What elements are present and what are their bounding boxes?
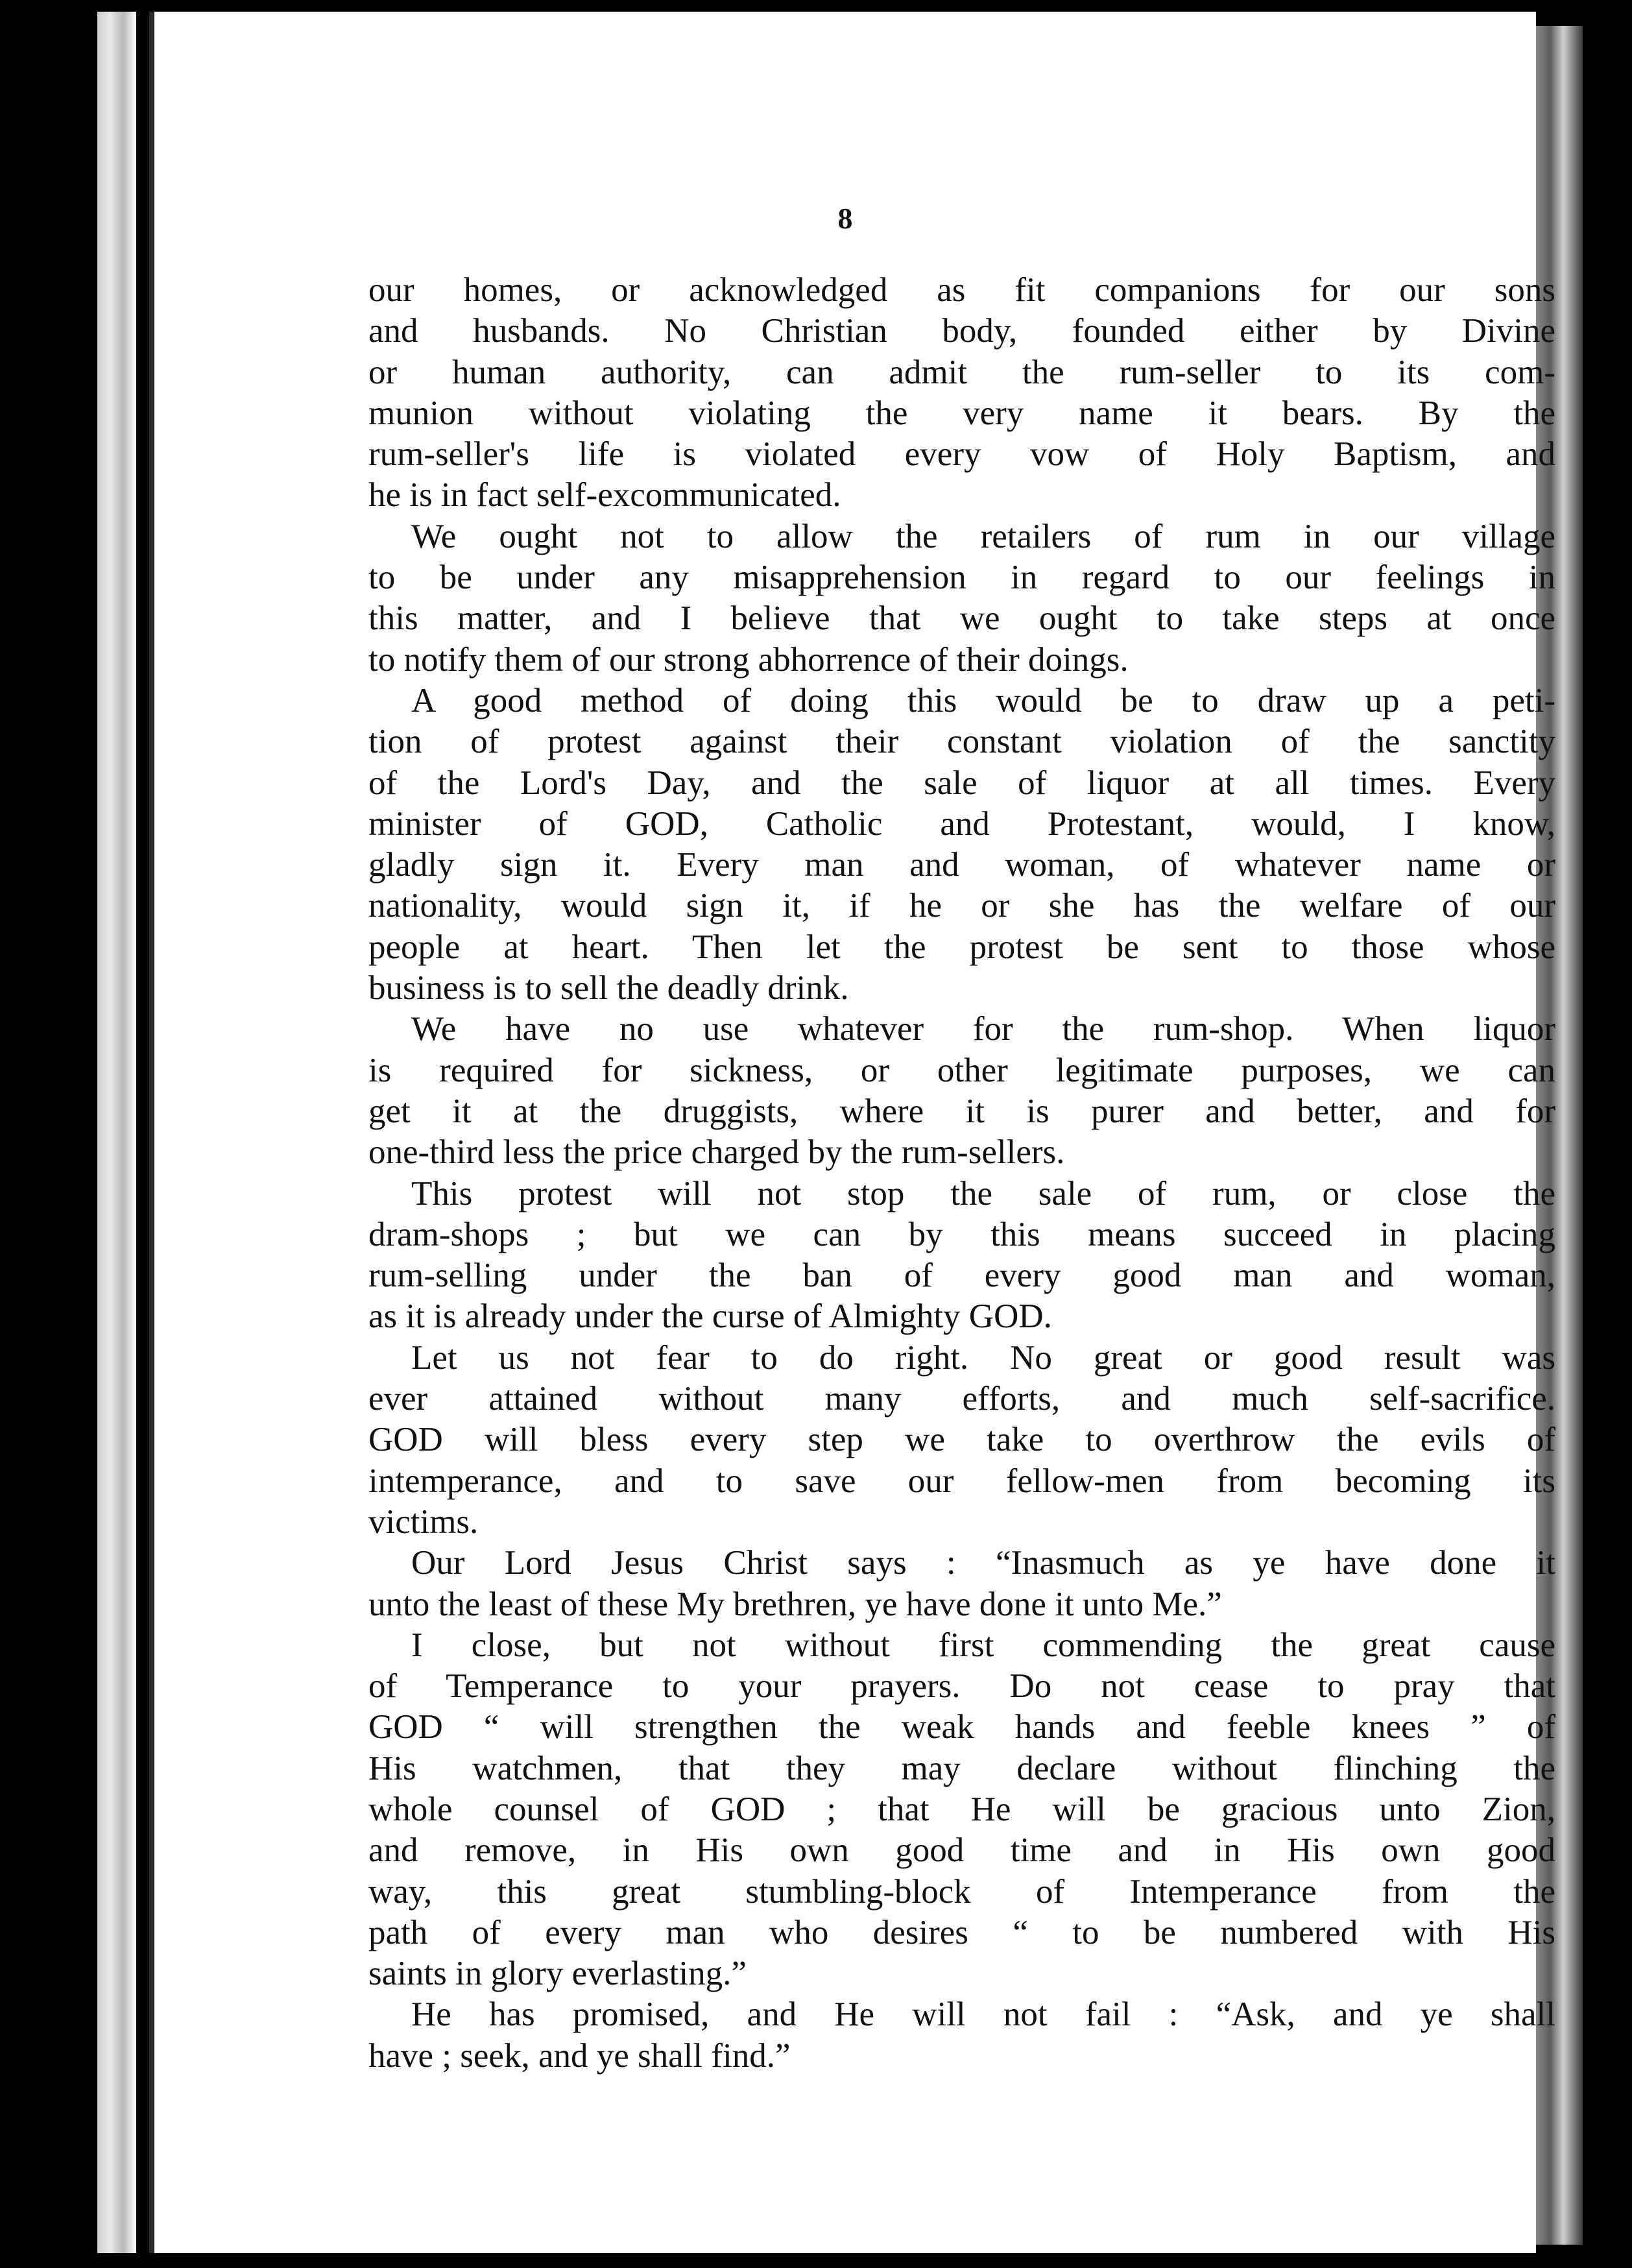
text-line: Our Lord Jesus Christ says : “Inasmuch as ye have done it	[411, 1544, 1555, 1582]
text-line: of the Lord's Day, and the sale of liquor at all times. Every	[368, 764, 1555, 802]
text-line: path of every man who desires “ to be numbered with His	[368, 1913, 1555, 1951]
text-line: he is in fact self-excommunicated.	[368, 476, 841, 514]
text-line: business is to sell the deadly drink.	[368, 969, 849, 1007]
text-line: to notify them of our strong abhorrence of their doings.	[368, 640, 1129, 679]
text-line: saints in glory everlasting.”	[368, 1955, 747, 1993]
text-line: nationality, would sign it, if he or she has the welfare of our	[368, 887, 1555, 925]
text-line: intemperance, and to save our fellow-men from becoming its	[368, 1462, 1555, 1500]
text-line: whole counsel of GOD ; that He will be gracious unto Zion,	[368, 1790, 1555, 1828]
body-text	[368, 270, 1555, 2077]
text-line: This protest will not stop the sale of rum, or close the	[411, 1174, 1555, 1212]
text-line: dram-shops ; but we can by this means succeed in placing	[368, 1215, 1555, 1253]
text-line: to be under any misapprehension in regard to our feelings in	[368, 559, 1555, 597]
text-line: our homes, or acknowledged as fit companions for our sons	[368, 271, 1555, 309]
text-line: gladly sign it. Every man and woman, of whatever name or	[368, 846, 1555, 884]
text-line: way, this great stumbling-block of Intemperance from the	[368, 1872, 1555, 1911]
text-line: A good method of doing this would be to draw up a peti-	[411, 681, 1555, 719]
text-line: GOD will bless every step we take to overthrow the evils of	[368, 1421, 1555, 1459]
text-line: We ought not to allow the retailers of rum in our village	[411, 517, 1555, 555]
text-line: GOD “ will strengthen the weak hands and feeble knees ” of	[368, 1708, 1555, 1746]
text-line: Let us not fear to do right. No great or good result was	[411, 1338, 1555, 1377]
text-line: have ; seek, and ye shall find.”	[368, 2036, 791, 2075]
text-line: of Temperance to your prayers. Do not cease to pray that	[368, 1667, 1555, 1706]
text-line: people at heart. Then let the protest be sent to those whose	[368, 928, 1555, 966]
text-line: munion without violating the very name it bears. By the	[368, 394, 1555, 432]
text-line: rum-selling under the ban of every good man and woman,	[368, 1257, 1555, 1295]
text-line: or human authority, can admit the rum-seller to its com-	[368, 353, 1555, 391]
text-line: and husbands. No Christian body, founded either by Divine	[368, 312, 1555, 350]
page-edge-left	[97, 12, 136, 2253]
text-line: and remove, in His own good time and in His own good	[368, 1831, 1555, 1870]
text-line: I close, but not without first commending the great cause	[411, 1626, 1555, 1664]
text-line: minister of GOD, Catholic and Protestant, would, I know,	[368, 804, 1555, 843]
text-line: as it is already under the curse of Almighty GOD.	[368, 1297, 1052, 1336]
text-line: one-third less the price charged by the rum-sellers.	[368, 1133, 1065, 1172]
text-line: get it at the druggists, where it is purer and better, and for	[368, 1092, 1555, 1130]
text-line: is required for sickness, or other legitimate purposes, we can	[368, 1051, 1555, 1089]
book-page	[149, 12, 1555, 2253]
text-line: victims.	[368, 1502, 479, 1541]
text-line: unto the least of these My brethren, ye have done it unto Me.”	[368, 1585, 1222, 1623]
page-number: 8	[837, 202, 853, 235]
text-line: He has promised, and He will not fail : “Ask, and ye shall	[411, 1996, 1555, 2034]
text-line: We have no use whatever for the rum-shop. When liquor	[411, 1010, 1555, 1048]
text-line: tion of protest against their constant violation of the sanctity	[368, 723, 1555, 761]
text-line: rum-seller's life is violated every vow of Holy Baptism, and	[368, 435, 1555, 474]
text-line: ever attained without many efforts, and much self-sacrifice.	[368, 1380, 1555, 1418]
text-line: this matter, and I believe that we ought to take steps at once	[368, 599, 1555, 638]
text-line: His watchmen, that they may declare without flinching the	[368, 1749, 1555, 1787]
